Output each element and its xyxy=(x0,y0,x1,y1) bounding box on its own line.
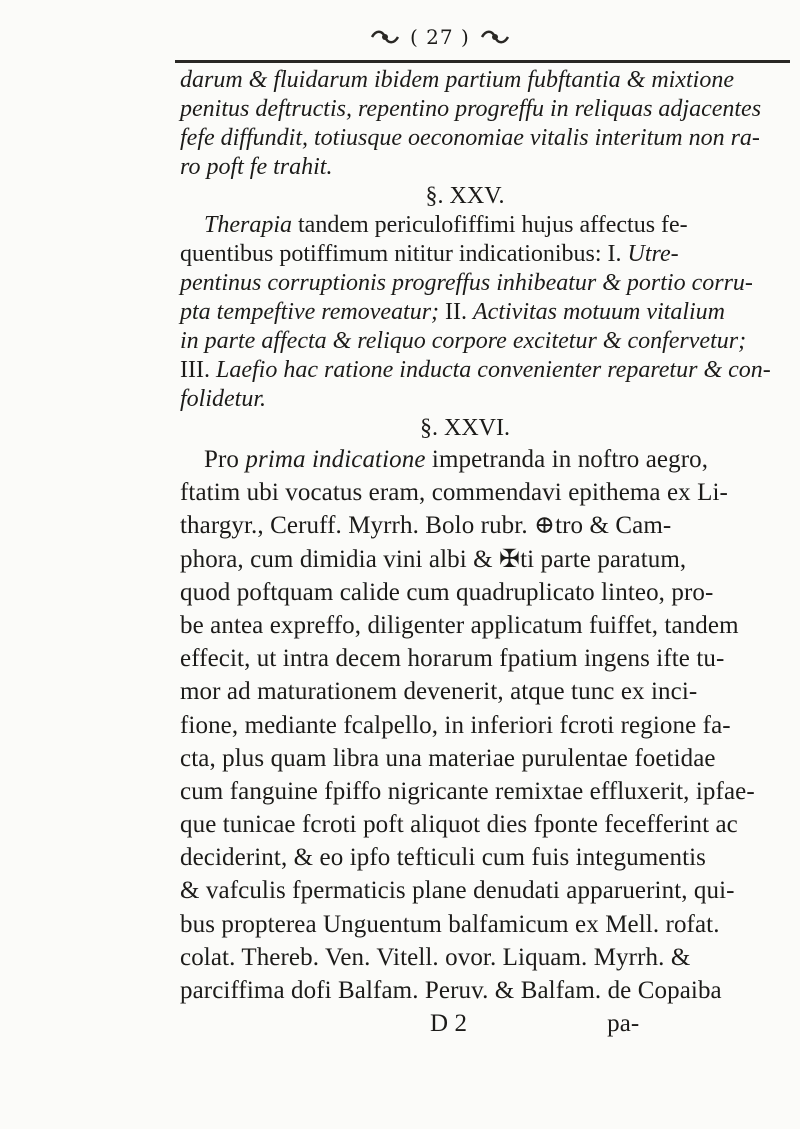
text-line: pentinus corruptionis progreffus inhibeatur & portio corru- xyxy=(180,270,753,296)
text-line: quentibus potiffimum nititur indicationibus: I. Utre- xyxy=(180,241,679,267)
right-ornament-icon xyxy=(480,28,510,46)
text-line: III. Laefio hac ratione inducta convenienter reparetur & con- xyxy=(180,357,771,383)
text-line: deciderint, & eo ipfo tefticuli cum fuis integumentis xyxy=(180,844,707,872)
text-line: in parte affecta & reliquo corpore excitetur & confervetur; xyxy=(180,328,747,354)
text-line: be antea expreffo, diligenter applicatum fuiffet, tandem xyxy=(180,611,739,639)
running-header xyxy=(370,22,640,52)
catchword: pa- xyxy=(607,1010,640,1038)
text-line: parciffima dofi Balfam. Peruv. & Balfam. de Copaiba xyxy=(180,977,722,1004)
text-line: & vafculis fpermaticis plane denudati apparuerint, qui- xyxy=(180,877,735,905)
text-line: fione, mediante fcalpello, in inferiori fcroti regione fa- xyxy=(180,711,731,739)
section-heading: §. XXVI. xyxy=(420,415,510,441)
continuation-line: fefe diffundit, totiusque oeconomiae vitalis interitum non ra- xyxy=(180,125,760,151)
page-text xyxy=(180,66,790,1040)
text-line: ftatim ubi vocatus eram, commendavi epithema ex Li- xyxy=(180,479,728,507)
text-line: phora, cum dimidia vini albi & ✠ti parte paratum, xyxy=(180,545,687,573)
text-line: bus propterea Unguentum balfamicum ex Mell. rofat. xyxy=(180,910,720,938)
text-line: pta tempeftive removeatur; II. Activitas motuum vitalium xyxy=(180,299,725,325)
header-rule xyxy=(175,60,790,63)
text-line: colat. Thereb. Ven. Vitell. ovor. Liquam. Myrrh. & xyxy=(180,943,691,971)
text-line: quod poftquam calide cum quadruplicato linteo, pro- xyxy=(180,578,714,606)
text-line: que tunicae fcroti poft aliquot dies fponte fecefferint ac xyxy=(180,811,738,839)
continuation-line: penitus deftructis, repentino progreffu in reliquas adjacentes xyxy=(180,96,762,122)
text-line: effecit, ut intra decem horarum fpatium ingens ifte tu- xyxy=(180,645,725,673)
text-line: thargyr., Ceruff. Myrrh. Bolo rubr. ⊕tro & Cam- xyxy=(180,512,672,540)
signature-mark: D 2 xyxy=(430,1010,468,1038)
text-line: Pro prima indicatione impetranda in noftro aegro, xyxy=(204,446,709,473)
section-heading: §. XXV. xyxy=(425,183,505,209)
text-line: Therapia tandem periculofiffimi hujus affectus fe- xyxy=(204,212,688,238)
left-ornament-icon xyxy=(370,28,400,46)
text-line: mor ad maturationem devenerit, atque tunc ex inci- xyxy=(180,678,698,706)
page-number: ( 27 ) xyxy=(410,25,470,49)
text-line: cum fanguine fpiffo nigricante remixtae effluxerit, ipfae- xyxy=(180,777,755,805)
text-line: cta, plus quam libra una materiae purulentae foetidae xyxy=(180,744,716,772)
text-line: folidetur. xyxy=(180,386,267,412)
continuation-line: darum & fluidarum ibidem partium fubftantia & mixtione xyxy=(180,67,734,93)
continuation-line: ro poft fe trahit. xyxy=(180,154,333,180)
page-footer xyxy=(180,1007,790,1040)
